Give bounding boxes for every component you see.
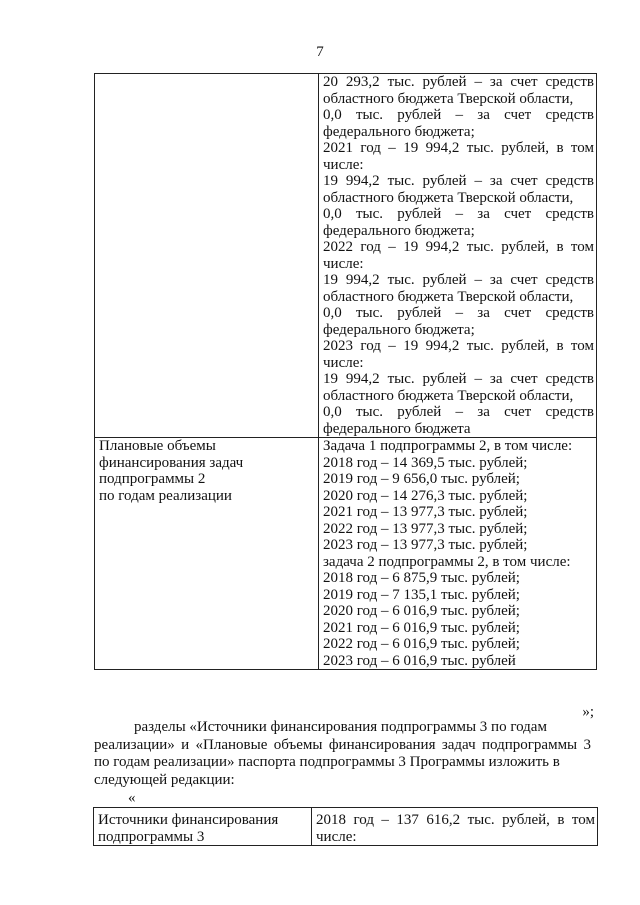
text-line: 2019 год – 7 135,1 тыс. рублей;: [323, 586, 520, 603]
text-line: 0,0 тыс. рублей – за счет средств: [323, 206, 594, 222]
text-line: числе:: [323, 156, 364, 173]
text-line: числе:: [323, 354, 364, 371]
closing-quote: »;: [582, 704, 594, 720]
text-line: 2018 год – 14 369,5 тыс. рублей;: [323, 454, 528, 471]
table-cell-funding-by-year: [312, 808, 598, 846]
table-row-funding-sources: [94, 808, 598, 846]
text-line: по годам реализации: [99, 487, 232, 504]
text-line: 2023 год – 6 016,9 тыс. рублей: [323, 652, 516, 669]
table-cell-row-title: [95, 438, 319, 670]
text-line: 0,0 тыс. рублей – за счет средств: [323, 404, 594, 420]
text-line: 19 994,2 тыс. рублей – за счет средств: [323, 371, 594, 387]
text-line: 2022 год – 19 994,2 тыс. рублей, в том: [323, 239, 594, 255]
text-line: 19 994,2 тыс. рублей – за счет средств: [323, 272, 594, 288]
paragraph-line: следующей редакции:: [94, 771, 235, 788]
table-row-funding-continued: [95, 74, 597, 438]
passport-table-subprogram-3: [93, 807, 598, 846]
text-line: Задача 1 подпрограммы 2, в том числе:: [323, 438, 573, 454]
text-line: 20 293,2 тыс. рублей – за счет средств: [323, 74, 594, 90]
table-cell-task-amounts: [319, 438, 597, 670]
text-line: федерального бюджета: [323, 420, 471, 437]
table-row-planned-task-funding: [95, 438, 597, 670]
opening-quote: «: [128, 790, 136, 806]
text-line: 2021 год – 13 977,3 тыс. рублей;: [323, 504, 528, 520]
text-line: Источники финансирования: [98, 812, 279, 828]
table-cell-left-empty: [95, 74, 319, 438]
text-line: областного бюджета Тверской области,: [323, 288, 574, 305]
text-line: 2023 год – 13 977,3 тыс. рублей;: [323, 537, 528, 553]
text-line: 0,0 тыс. рублей – за счет средств: [323, 107, 594, 123]
text-line: 2019 год – 9 656,0 тыс. рублей;: [323, 471, 520, 487]
text-line: 2022 год – 6 016,9 тыс. рублей;: [323, 636, 520, 652]
amendment-paragraph: [94, 719, 591, 789]
text-line: 2021 год – 19 994,2 тыс. рублей, в том: [323, 140, 594, 156]
text-line: подпрограммы 2: [99, 471, 206, 487]
text-line: 2018 год – 6 875,9 тыс. рублей;: [323, 570, 520, 586]
text-line: областного бюджета Тверской области,: [323, 387, 574, 404]
text-line: 2020 год – 6 016,9 тыс. рублей;: [323, 603, 520, 619]
text-line: 2023 год – 19 994,2 тыс. рублей, в том: [323, 338, 594, 354]
text-line: федерального бюджета;: [323, 222, 475, 239]
text-line: подпрограммы 3: [98, 828, 205, 845]
paragraph-line: реализации» и «Плановые объемы финансирования задач подпрограммы 3 по: [94, 736, 591, 770]
text-line: федерального бюджета;: [323, 123, 475, 140]
text-line: областного бюджета Тверской области,: [323, 90, 574, 107]
text-line: числе:: [323, 255, 364, 272]
text-line: областного бюджета Тверской области,: [323, 189, 574, 206]
passport-table-subprogram-2: [94, 73, 597, 670]
page-number: 7: [316, 44, 324, 60]
table-cell-row-title: [94, 808, 312, 846]
text-line: задача 2 подпрограммы 2, в том числе:: [323, 553, 571, 570]
table-cell-funding-by-year: [319, 74, 597, 438]
paragraph-line: разделы «Источники финансирования подпрограммы 3 по годам: [134, 719, 547, 735]
text-line: 2021 год – 6 016,9 тыс. рублей;: [323, 619, 520, 636]
text-line: 2022 год – 13 977,3 тыс. рублей;: [323, 520, 528, 537]
text-line: Плановые объемы: [99, 438, 216, 454]
text-line: 2018 год – 137 616,2 тыс. рублей, в том: [316, 812, 595, 828]
text-line: финансирования задач: [99, 454, 244, 471]
text-line: федерального бюджета;: [323, 321, 475, 338]
paragraph-line: годам реализации» паспорта подпрограммы 3 Программы изложить в: [113, 754, 560, 770]
text-line: числе:: [316, 828, 357, 845]
text-line: 0,0 тыс. рублей – за счет средств: [323, 305, 594, 321]
text-line: 19 994,2 тыс. рублей – за счет средств: [323, 173, 594, 189]
text-line: 2020 год – 14 276,3 тыс. рублей;: [323, 487, 528, 504]
